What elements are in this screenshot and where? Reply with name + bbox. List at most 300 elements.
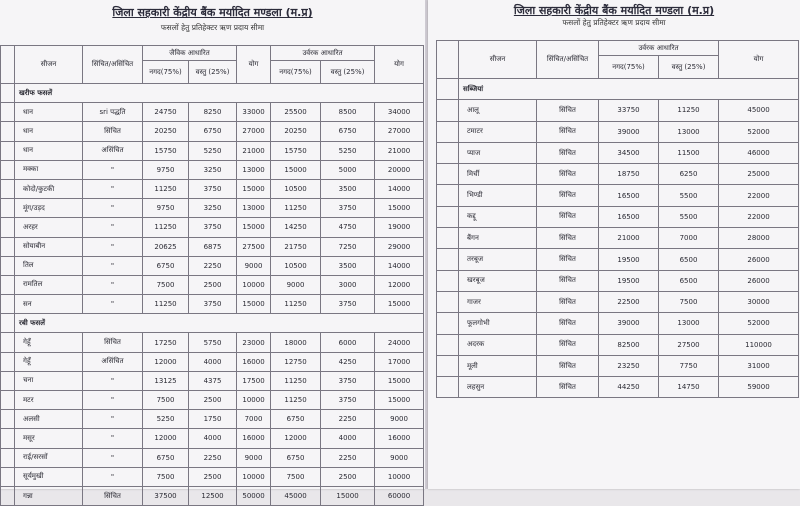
irrigation-cell: सिंचित <box>537 121 599 142</box>
fertilizer-kind-cell: 8500 <box>321 103 375 122</box>
fertilizer-cash-cell: 10500 <box>271 179 321 198</box>
table-row <box>437 142 799 163</box>
table-row <box>1 199 424 218</box>
fertilizer-cash-cell: 11250 <box>271 371 321 390</box>
organic-total-cell: 10000 <box>237 275 271 294</box>
crop-name: टमाटर <box>459 121 537 142</box>
fertilizer-kind-cell: 6500 <box>659 249 719 270</box>
fertilizer-total-cell: 59000 <box>719 377 799 398</box>
fertilizer-kind-cell: 5500 <box>659 206 719 227</box>
table-row <box>437 121 799 142</box>
fertilizer-kind-cell: 15000 <box>321 486 375 505</box>
fertilizer-total-cell: 21000 <box>375 141 424 160</box>
table-row <box>1 371 424 390</box>
crop-name: मटर <box>15 391 83 410</box>
fertilizer-total-cell: 16000 <box>375 429 424 448</box>
table-row <box>437 334 799 355</box>
crop-name: कद्दू <box>459 206 537 227</box>
crop-name: मसूर <box>15 429 83 448</box>
fertilizer-kind-cell: 3500 <box>321 256 375 275</box>
serial-cell <box>1 199 15 218</box>
fertilizer-kind-cell: 11250 <box>659 100 719 121</box>
table-row <box>1 256 424 275</box>
table-row <box>1 467 424 486</box>
fertilizer-cash-cell: 19500 <box>599 249 659 270</box>
fertilizer-kind-cell: 2500 <box>321 467 375 486</box>
serial-cell <box>1 352 15 371</box>
fertilizer-kind-cell: 11500 <box>659 142 719 163</box>
fertilizer-cash-cell: 18750 <box>599 164 659 185</box>
table-row <box>1 275 424 294</box>
season-header: सीजन <box>15 46 83 84</box>
table-row <box>1 448 424 467</box>
fertilizer-cash-cell: 16500 <box>599 185 659 206</box>
irrigation-cell: " <box>83 391 143 410</box>
crop-name: सन <box>15 295 83 314</box>
fertilizer-kind-cell: 3750 <box>321 391 375 410</box>
fertilizer-kind-cell: 3500 <box>321 179 375 198</box>
organic-total-cell: 10000 <box>237 467 271 486</box>
irrigation-cell: सिंचित <box>537 291 599 312</box>
irrigation-cell: " <box>83 295 143 314</box>
serial-cell <box>437 164 459 185</box>
table-row <box>437 355 799 376</box>
serial-cell <box>1 141 15 160</box>
serial-cell <box>437 206 459 227</box>
fertilizer-kind-cell: 7000 <box>659 228 719 249</box>
crop-name: रामतिल <box>15 275 83 294</box>
serial-cell <box>1 160 15 179</box>
organic-cash-cell: 20250 <box>143 122 189 141</box>
organic-cash-cell: 6750 <box>143 448 189 467</box>
organic-cash-cell: 7500 <box>143 391 189 410</box>
fertilizer-cash-cell: 7500 <box>271 467 321 486</box>
fertilizer-cash-cell: 11250 <box>271 391 321 410</box>
fertilizer-total-cell: 25000 <box>719 164 799 185</box>
section-row <box>437 79 799 100</box>
fertilizer-total-cell: 9000 <box>375 410 424 429</box>
fertilizer-total-cell: 26000 <box>719 270 799 291</box>
crop-name: सूर्यमुखी <box>15 467 83 486</box>
irrigation-cell: सिंचित <box>537 164 599 185</box>
organic-cash-cell: 7500 <box>143 467 189 486</box>
irrigation-cell: " <box>83 448 143 467</box>
fertilizer-cash-cell: 14250 <box>271 218 321 237</box>
fertilizer-total-cell: 110000 <box>719 334 799 355</box>
table-row <box>437 164 799 185</box>
table-row <box>437 206 799 227</box>
fertilizer-cash-cell: 6750 <box>271 448 321 467</box>
fertilizer-cash-cell: 11250 <box>271 295 321 314</box>
table-row <box>1 237 424 256</box>
fertilizer-total-cell: 15000 <box>375 371 424 390</box>
right-fertilizer-group-header: उर्वरक आधारित <box>599 41 719 56</box>
fertilizer-total-cell: 12000 <box>375 275 424 294</box>
organic-total-cell: 21000 <box>237 141 271 160</box>
organic-kind-cell: 6875 <box>189 237 237 256</box>
crop-name: चना <box>15 371 83 390</box>
right-subtitle: फसलों हेतु प्रतिहेक्टर ऋण प्रदाय सीमा <box>562 18 666 27</box>
organic-total-cell: 9000 <box>237 256 271 275</box>
irrigation-cell: " <box>83 218 143 237</box>
fertilizer-kind-cell: 3000 <box>321 275 375 294</box>
organic-total-header: योग <box>237 46 271 84</box>
fertilizer-cash-cell: 21750 <box>271 237 321 256</box>
left-loan-table <box>0 45 424 506</box>
irrigation-cell: असिंचित <box>83 141 143 160</box>
left-header-row-1 <box>1 46 424 61</box>
organic-cash-cell: 12000 <box>143 352 189 371</box>
organic-kind-cell: 6750 <box>189 122 237 141</box>
fertilizer-total-cell: 17000 <box>375 352 424 371</box>
irrigation-cell: " <box>83 237 143 256</box>
crop-name: भिण्डी <box>459 185 537 206</box>
organic-kind-cell: 2250 <box>189 448 237 467</box>
fertilizer-kind-cell: 5000 <box>321 160 375 179</box>
crop-name: धान <box>15 141 83 160</box>
fertilizer-kind-cell: 6750 <box>321 122 375 141</box>
fertilizer-cash-cell: 39000 <box>599 313 659 334</box>
serial-cell <box>437 334 459 355</box>
irrigation-cell: " <box>83 275 143 294</box>
table-row <box>437 228 799 249</box>
table-row <box>437 270 799 291</box>
crop-name: सोयाबीन <box>15 237 83 256</box>
table-row <box>1 103 424 122</box>
organic-cash-cell: 37500 <box>143 486 189 505</box>
fertilizer-total-cell: 27000 <box>375 122 424 141</box>
irrigation-cell: सिंचित <box>537 206 599 227</box>
irrigation-cell: " <box>83 179 143 198</box>
organic-total-cell: 16000 <box>237 429 271 448</box>
right-title: जिला सहकारी केंद्रीय बैंक मर्यादित मण्डला (म.प्र) <box>513 4 715 17</box>
fertilizer-total-cell: 52000 <box>719 313 799 334</box>
table-row <box>437 377 799 398</box>
crop-name: राई/सरसों <box>15 448 83 467</box>
fertilizer-kind-cell: 2250 <box>321 448 375 467</box>
irrigation-cell: sri पद्धति <box>83 103 143 122</box>
organic-total-cell: 33000 <box>237 103 271 122</box>
fertilizer-total-cell: 15000 <box>375 295 424 314</box>
serial-cell <box>1 295 15 314</box>
fertilizer-cash-cell: 33750 <box>599 100 659 121</box>
fertilizer-kind-cell: 4750 <box>321 218 375 237</box>
right-season-header: सीजन <box>459 41 537 79</box>
organic-kind-cell: 3750 <box>189 295 237 314</box>
fertilizer-cash-cell: 21000 <box>599 228 659 249</box>
fertilizer-total-cell: 14000 <box>375 179 424 198</box>
serial-header <box>1 46 15 84</box>
crop-name: कोदो/कुटकी <box>15 179 83 198</box>
fertilizer-cash-cell: 11250 <box>271 199 321 218</box>
serial-cell <box>1 84 15 103</box>
right-page <box>428 0 800 489</box>
organic-cash-cell: 7500 <box>143 275 189 294</box>
table-row <box>437 291 799 312</box>
fertilizer-kind-cell: 3750 <box>321 199 375 218</box>
crop-name: अलसी <box>15 410 83 429</box>
serial-cell <box>437 100 459 121</box>
organic-total-cell: 27500 <box>237 237 271 256</box>
right-total-header: योग <box>719 41 799 79</box>
organic-kind-cell: 2500 <box>189 467 237 486</box>
table-row <box>1 179 424 198</box>
organic-cash-cell: 17250 <box>143 333 189 352</box>
serial-cell <box>437 142 459 163</box>
right-table-body <box>437 79 799 398</box>
fertilizer-kind-cell: 4250 <box>321 352 375 371</box>
organic-total-cell: 15000 <box>237 218 271 237</box>
fertilizer-kind-cell: 5250 <box>321 141 375 160</box>
organic-group-header: जैविक आधारित <box>143 46 237 61</box>
organic-kind-cell: 3250 <box>189 199 237 218</box>
right-loan-table <box>436 40 799 398</box>
fertilizer-kind-cell: 14750 <box>659 377 719 398</box>
fertilizer-kind-cell: 7750 <box>659 355 719 376</box>
fertilizer-kind-cell: 6500 <box>659 270 719 291</box>
fertilizer-total-cell: 34000 <box>375 103 424 122</box>
irrigation-cell: सिंचित <box>83 486 143 505</box>
organic-total-cell: 15000 <box>237 295 271 314</box>
fertilizer-total-cell: 52000 <box>719 121 799 142</box>
fertilizer-total-cell: 22000 <box>719 206 799 227</box>
fertilizer-cash-cell: 12750 <box>271 352 321 371</box>
right-header-row-1 <box>437 41 799 56</box>
irrigation-cell: सिंचित <box>537 228 599 249</box>
organic-kind-cell: 2500 <box>189 391 237 410</box>
fertilizer-cash-cell: 44250 <box>599 377 659 398</box>
organic-cash-cell: 11250 <box>143 295 189 314</box>
fertilizer-kind-cell: 7500 <box>659 291 719 312</box>
fertilizer-total-header: योग <box>375 46 424 84</box>
crop-name: गन्ना <box>15 486 83 505</box>
irrigation-cell: " <box>83 256 143 275</box>
table-row <box>1 122 424 141</box>
table-row <box>437 313 799 334</box>
organic-kind-cell: 2250 <box>189 256 237 275</box>
fertilizer-kind-cell: 2250 <box>321 410 375 429</box>
table-row <box>437 249 799 270</box>
fertilizer-cash-cell: 16500 <box>599 206 659 227</box>
serial-cell <box>437 270 459 291</box>
fertilizer-cash-cell: 6750 <box>271 410 321 429</box>
irrigation-header: सिंचित/असिंचित <box>83 46 143 84</box>
fertilizer-total-cell: 60000 <box>375 486 424 505</box>
organic-cash-cell: 9750 <box>143 199 189 218</box>
section-label: रबी फसलें <box>15 314 424 333</box>
fertilizer-cash-cell: 39000 <box>599 121 659 142</box>
section-row <box>1 84 424 103</box>
organic-kind-cell: 3250 <box>189 160 237 179</box>
organic-total-cell: 7000 <box>237 410 271 429</box>
serial-cell <box>1 314 15 333</box>
fertilizer-total-cell: 15000 <box>375 391 424 410</box>
fertilizer-total-cell: 26000 <box>719 249 799 270</box>
organic-cash-header: नगद(75%) <box>143 61 189 84</box>
organic-cash-cell: 6750 <box>143 256 189 275</box>
fertilizer-total-cell: 29000 <box>375 237 424 256</box>
irrigation-cell: सिंचित <box>537 100 599 121</box>
fertilizer-kind-cell: 6000 <box>321 333 375 352</box>
serial-cell <box>1 467 15 486</box>
left-subtitle: फसलों हेतु प्रतिहेक्टर ऋण प्रदाय सीमा <box>160 23 265 32</box>
fertilizer-kind-cell: 3750 <box>321 371 375 390</box>
serial-cell <box>1 218 15 237</box>
table-row <box>437 100 799 121</box>
organic-total-cell: 9000 <box>237 448 271 467</box>
serial-cell <box>437 228 459 249</box>
serial-cell <box>1 410 15 429</box>
irrigation-cell: सिंचित <box>537 355 599 376</box>
fertilizer-kind-cell: 13000 <box>659 121 719 142</box>
crop-name: धान <box>15 122 83 141</box>
crop-name: धान <box>15 103 83 122</box>
organic-cash-cell: 13125 <box>143 371 189 390</box>
crop-name: मिर्ची <box>459 164 537 185</box>
irrigation-cell: सिंचित <box>537 313 599 334</box>
organic-kind-cell: 5250 <box>189 141 237 160</box>
fertilizer-total-cell: 19000 <box>375 218 424 237</box>
fertilizer-kind-cell: 5500 <box>659 185 719 206</box>
fertilizer-total-cell: 9000 <box>375 448 424 467</box>
organic-cash-cell: 9750 <box>143 160 189 179</box>
organic-cash-cell: 11250 <box>143 179 189 198</box>
serial-cell <box>1 333 15 352</box>
fertilizer-cash-cell: 22500 <box>599 291 659 312</box>
section-label: खरीफ फसलें <box>15 84 424 103</box>
serial-cell <box>1 179 15 198</box>
fertilizer-cash-cell: 34500 <box>599 142 659 163</box>
serial-cell <box>1 103 15 122</box>
table-row <box>1 218 424 237</box>
fertilizer-cash-cell: 10500 <box>271 256 321 275</box>
organic-cash-cell: 24750 <box>143 103 189 122</box>
serial-cell <box>437 377 459 398</box>
fertilizer-total-cell: 20000 <box>375 160 424 179</box>
fertilizer-group-header: उर्वरक आधारित <box>271 46 375 61</box>
irrigation-cell: सिंचित <box>537 142 599 163</box>
serial-cell <box>1 486 15 505</box>
serial-cell <box>1 448 15 467</box>
fertilizer-total-cell: 10000 <box>375 467 424 486</box>
crop-name: मक्का <box>15 160 83 179</box>
serial-cell <box>1 122 15 141</box>
section-row <box>1 314 424 333</box>
fertilizer-cash-cell: 9000 <box>271 275 321 294</box>
serial-cell <box>437 313 459 334</box>
organic-total-cell: 10000 <box>237 391 271 410</box>
irrigation-cell: सिंचित <box>83 122 143 141</box>
fertilizer-kind-header: वस्तु (25%) <box>321 61 375 84</box>
table-row <box>1 352 424 371</box>
organic-kind-cell: 5750 <box>189 333 237 352</box>
crop-name: तिल <box>15 256 83 275</box>
serial-cell <box>1 371 15 390</box>
fertilizer-cash-cell: 23250 <box>599 355 659 376</box>
fertilizer-cash-cell: 82500 <box>599 334 659 355</box>
organic-cash-cell: 12000 <box>143 429 189 448</box>
crop-name: प्याज <box>459 142 537 163</box>
fertilizer-total-cell: 28000 <box>719 228 799 249</box>
crop-name: गेहूँ <box>15 333 83 352</box>
crop-name: लहसुन <box>459 377 537 398</box>
crop-name: तरबूज <box>459 249 537 270</box>
organic-kind-cell: 8250 <box>189 103 237 122</box>
serial-cell <box>1 256 15 275</box>
fertilizer-cash-header: नगद(75%) <box>271 61 321 84</box>
fertilizer-total-cell: 22000 <box>719 185 799 206</box>
fertilizer-cash-cell: 45000 <box>271 486 321 505</box>
fertilizer-total-cell: 45000 <box>719 100 799 121</box>
table-row <box>1 410 424 429</box>
organic-kind-cell: 12500 <box>189 486 237 505</box>
crop-name: मूली <box>459 355 537 376</box>
organic-total-cell: 13000 <box>237 199 271 218</box>
irrigation-cell: " <box>83 160 143 179</box>
organic-cash-cell: 20625 <box>143 237 189 256</box>
irrigation-cell: सिंचित <box>83 333 143 352</box>
irrigation-cell: " <box>83 467 143 486</box>
irrigation-cell: सिंचित <box>537 377 599 398</box>
fertilizer-total-cell: 24000 <box>375 333 424 352</box>
organic-kind-cell: 3750 <box>189 218 237 237</box>
fertilizer-kind-cell: 7250 <box>321 237 375 256</box>
fertilizer-cash-cell: 15750 <box>271 141 321 160</box>
crop-name: खरबूज <box>459 270 537 291</box>
crop-name: अदरक <box>459 334 537 355</box>
table-row <box>437 185 799 206</box>
fertilizer-cash-cell: 12000 <box>271 429 321 448</box>
organic-total-cell: 13000 <box>237 160 271 179</box>
organic-total-cell: 27000 <box>237 122 271 141</box>
fertilizer-kind-cell: 3750 <box>321 295 375 314</box>
right-serial-header <box>437 41 459 79</box>
fertilizer-cash-cell: 18000 <box>271 333 321 352</box>
fertilizer-kind-cell: 27500 <box>659 334 719 355</box>
organic-cash-cell: 15750 <box>143 141 189 160</box>
crop-name: बैंगन <box>459 228 537 249</box>
fertilizer-cash-cell: 25500 <box>271 103 321 122</box>
organic-kind-cell: 2500 <box>189 275 237 294</box>
section-label: सब्जियां <box>459 79 799 100</box>
serial-cell <box>1 429 15 448</box>
table-row <box>1 141 424 160</box>
fertilizer-total-cell: 31000 <box>719 355 799 376</box>
table-row <box>1 295 424 314</box>
fertilizer-cash-cell: 20250 <box>271 122 321 141</box>
irrigation-cell: " <box>83 429 143 448</box>
irrigation-cell: सिंचित <box>537 270 599 291</box>
table-row <box>1 160 424 179</box>
crop-name: गेहूँ <box>15 352 83 371</box>
fertilizer-kind-cell: 13000 <box>659 313 719 334</box>
fertilizer-total-cell: 30000 <box>719 291 799 312</box>
organic-kind-header: वस्तु (25%) <box>189 61 237 84</box>
crop-name: फूलगोभी <box>459 313 537 334</box>
organic-total-cell: 23000 <box>237 333 271 352</box>
organic-cash-cell: 11250 <box>143 218 189 237</box>
serial-cell <box>437 79 459 100</box>
irrigation-cell: " <box>83 410 143 429</box>
serial-cell <box>437 291 459 312</box>
crop-name: आलू <box>459 100 537 121</box>
organic-kind-cell: 4000 <box>189 429 237 448</box>
fertilizer-kind-cell: 6250 <box>659 164 719 185</box>
table-row <box>1 333 424 352</box>
serial-cell <box>1 391 15 410</box>
fertilizer-total-cell: 14000 <box>375 256 424 275</box>
serial-cell <box>1 275 15 294</box>
